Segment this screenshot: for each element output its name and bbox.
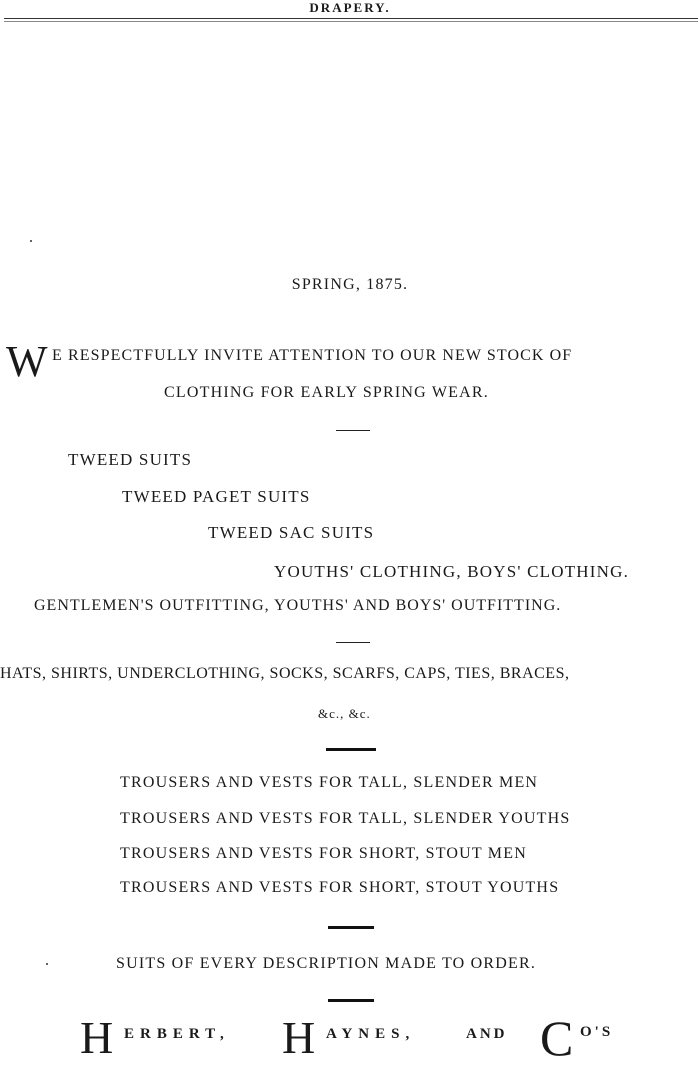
trousers-line-1: TROUSERS AND VESTS FOR TALL, SLENDER MEN	[120, 774, 539, 791]
intro-line-1: E RESPECTFULLY INVITE ATTENTION TO OUR NEW STOCK OF	[52, 347, 573, 364]
suit-line-4: YOUTHS' CLOTHING, BOYS' CLOTHING.	[274, 562, 630, 581]
signature-word-haynes: AYNES,	[326, 1026, 416, 1042]
outfitting-line: GENTLEMEN'S OUTFITTING, YOUTHS' AND BOYS' OUTFITTING.	[34, 597, 562, 614]
signature-cap-h1: H	[80, 1012, 114, 1063]
print-speck	[30, 240, 32, 242]
suit-line-2: TWEED PAGET SUITS	[122, 487, 311, 506]
intro-line-2: CLOTHING FOR EARLY SPRING WEAR.	[164, 384, 489, 401]
print-speck	[46, 963, 48, 965]
made-to-order-line: SUITS OF EVERY DESCRIPTION MADE TO ORDER.	[116, 955, 537, 972]
section-divider	[328, 999, 374, 1002]
signature-word-and: AND	[466, 1026, 508, 1042]
suit-line-3: TWEED SAC SUITS	[208, 523, 375, 542]
suit-line-1: TWEED SUITS	[68, 450, 193, 469]
section-divider	[326, 748, 376, 751]
header-rule	[4, 18, 698, 19]
accessories-line-2: &c., &c.	[318, 706, 371, 721]
trousers-line-3: TROUSERS AND VESTS FOR SHORT, STOUT MEN	[120, 845, 527, 862]
signature-cap-c: C	[540, 1010, 574, 1066]
signature-word-cos: O'S	[580, 1024, 614, 1040]
accessories-line-1: HATS, SHIRTS, UNDERCLOTHING, SOCKS, SCARFS, CAPS, TIES, BRACES,	[0, 665, 570, 682]
header-rule-secondary	[4, 21, 698, 22]
season-heading: SPRING, 1875.	[291, 276, 409, 293]
signature-cap-h2: H	[282, 1012, 316, 1063]
section-divider	[328, 926, 374, 929]
intro-dropcap: W	[6, 337, 48, 386]
signature-word-herbert: ERBERT,	[124, 1026, 230, 1042]
section-divider	[336, 430, 370, 431]
trousers-line-4: TROUSERS AND VESTS FOR SHORT, STOUT YOUTHS	[120, 879, 560, 896]
trousers-line-2: TROUSERS AND VESTS FOR TALL, SLENDER YOUTHS	[120, 810, 571, 827]
page-header: DRAPERY.	[309, 0, 391, 15]
section-divider	[336, 642, 370, 643]
